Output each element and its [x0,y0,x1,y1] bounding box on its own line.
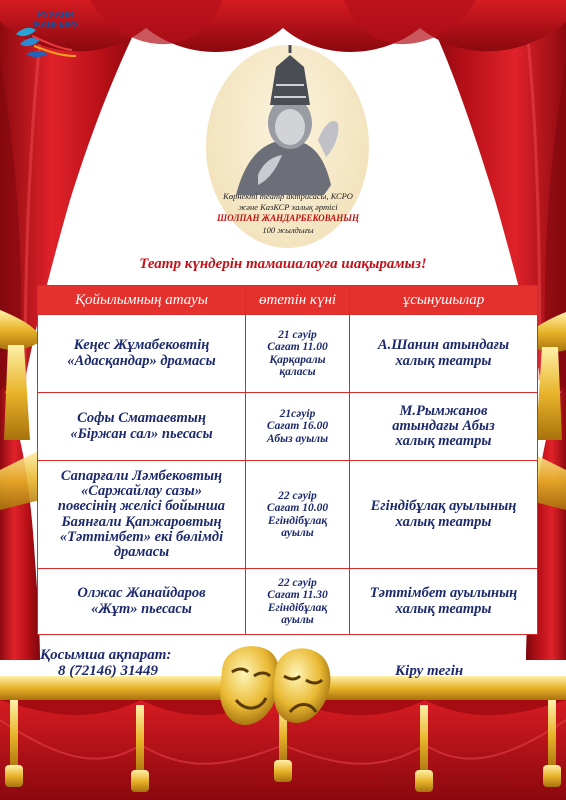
free-entry-note: Кіру тегін [395,663,464,679]
table-row [38,315,538,393]
table-row [38,393,538,461]
logo-text: РУХАНИ ЖАҢҒЫРУ [32,9,80,29]
play-date: 22 сәуір Сағат 10.00 Егіндібұлақ ауылы [246,461,350,569]
table-row [38,461,538,569]
play-presenter: М.Рымжанов атындағы Абыз халық театры [350,393,538,461]
play-title: Софы Сматаевтың «Біржан сал» пьесасы [38,393,246,461]
play-title: Сапарғали Ләмбековтың «Саржайлау сазы» повесінің желісі бойынша Баянғали Қапжаровтың «Тәттімбет» екі бөлімді драмасы [38,461,246,569]
play-title: Кеңес Жұмабековтің «Адасқандар» драмасы [38,315,246,393]
table-row [38,569,538,635]
play-date: 22 сәуір Сағат 11.30 Егіндібұлақ ауылы [246,569,350,635]
program-table [37,285,538,635]
column-header-title: Қойылымның атауы [38,286,246,315]
additional-info-label: Қосымша ақпарат: [40,647,172,663]
portrait-caption-line1: Көрнекті театр актрисасы, КСРО [223,191,353,201]
play-date: 21 сәуір Сағат 11.00 Қарқаралы қаласы [246,315,350,393]
play-presenter: А.Шанин атындағы халық театры [350,315,538,393]
contact-phone: 8 (72146) 31449 [58,663,158,679]
portrait-caption-line4: 100 жылдығы [262,225,314,235]
play-presenter: Егіндібұлақ ауылының халық театры [350,461,538,569]
invitation-heading: Театр күндерін тамашалауға шақырамыз! [139,256,427,272]
play-date: 21сәуір Сағат 16.00 Абыз ауылы [246,393,350,461]
portrait-caption-name: ШОЛПАН ЖАНДАРБЕКОВАНЫҢ [216,213,360,223]
table-header-row [38,286,538,315]
column-header-date: өтетін күні [246,286,350,315]
play-title: Олжас Жанайдаров «Жұт» пьесасы [38,569,246,635]
portrait-caption-line2: және КазКСР халық әртісі [238,202,338,212]
play-presenter: Тәттімбет ауылының халық театры [350,569,538,635]
column-header-presenters: ұсынушылар [350,286,538,315]
